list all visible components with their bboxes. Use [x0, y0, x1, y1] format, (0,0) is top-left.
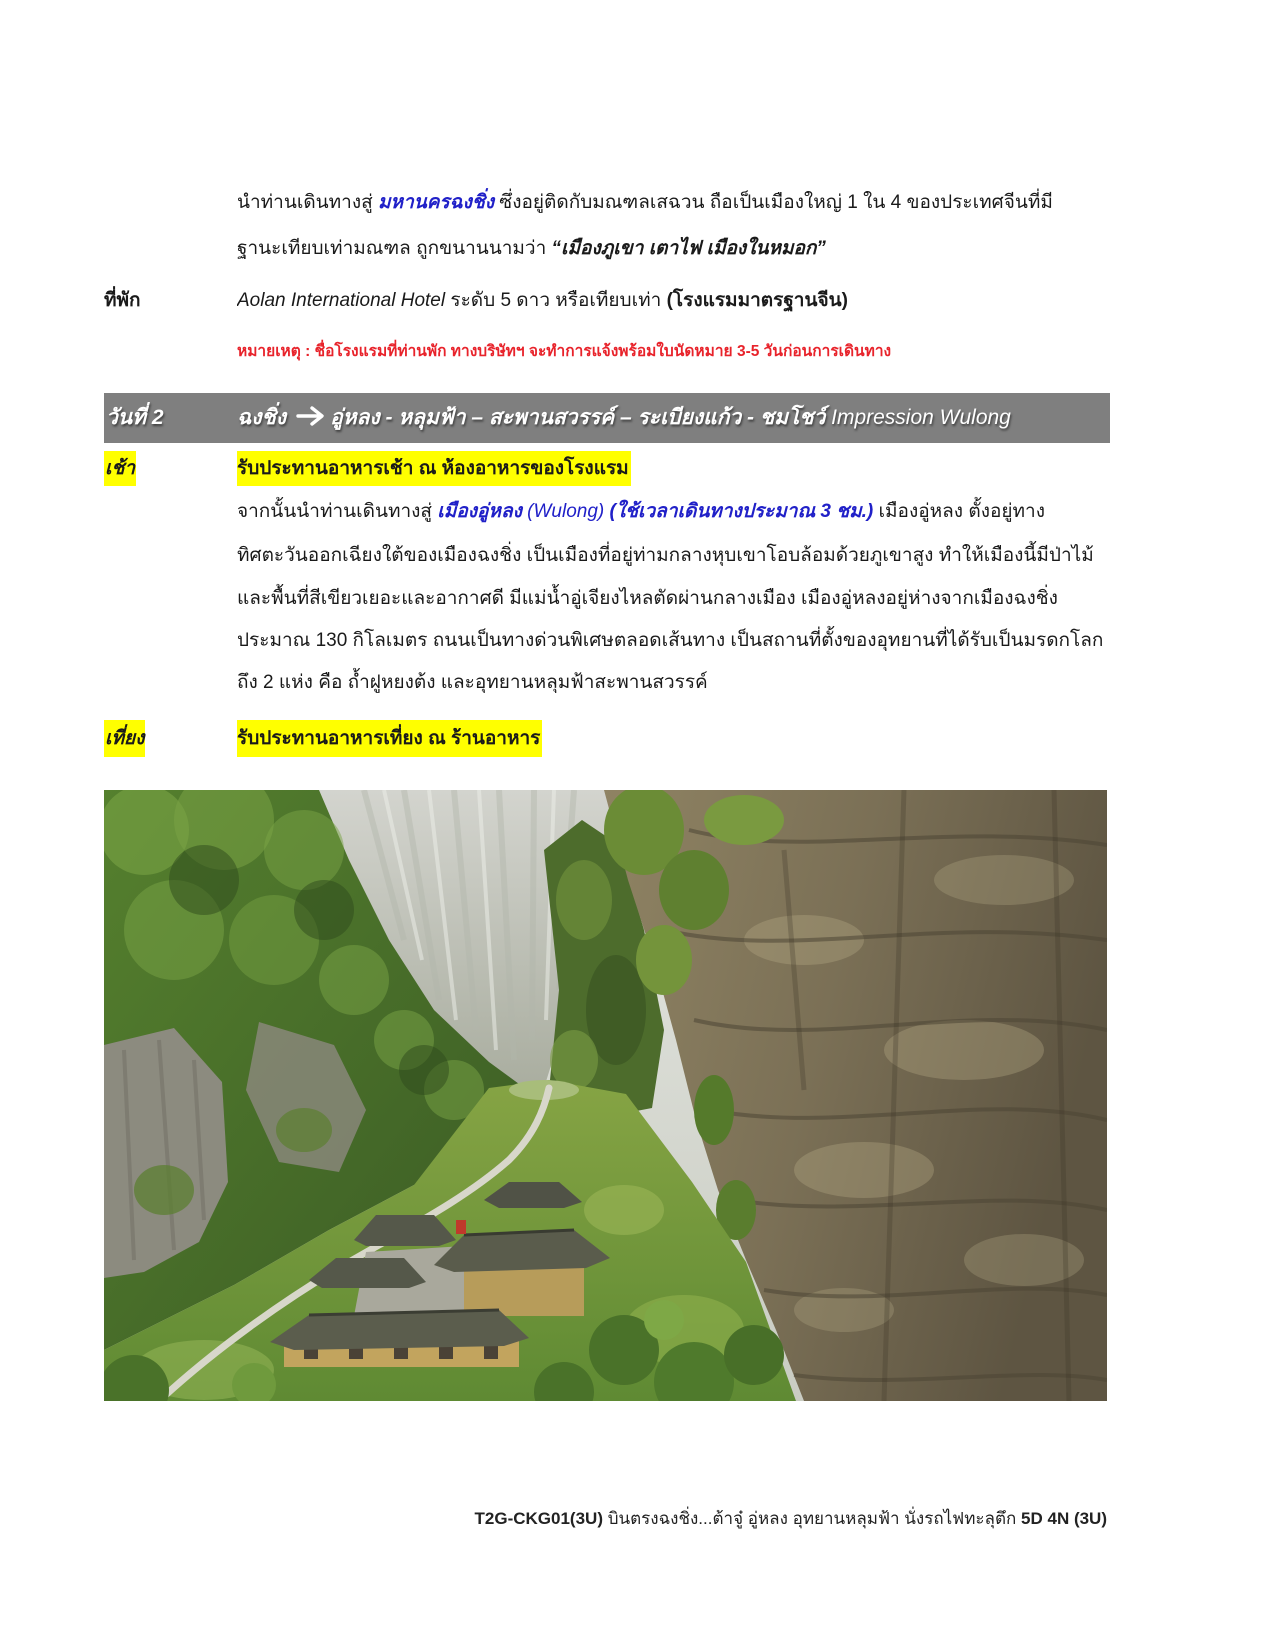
day-header-bar: [104, 393, 1110, 443]
route-start: ฉงชิ่ง: [237, 406, 287, 429]
description-text-start: จากนั้นนำท่านเดินทางสู่: [237, 501, 438, 522]
hotel-note: หมายเหตุ : ชื่อโรงแรมที่ท่านพัก ทางบริษัทฯ จะทำการแจ้งพร้อมใบนัดหมาย 3-5 วันก่อนการเดินทาง: [237, 343, 892, 360]
intro-text-end: ฐานะเทียบเท่ามณฑล ถูกขนานนามว่า: [237, 238, 552, 259]
wulong-gorge-photo: [104, 790, 1107, 1401]
tour-code: T2G-CKG01(3U): [474, 1509, 603, 1528]
intro-text-start: นำท่านเดินทางสู่: [237, 192, 379, 213]
accommodation-label: ที่พัก: [104, 290, 141, 311]
breakfast-text: รับประทานอาหารเช้า ณ ห้องอาหารของโรงแรม: [237, 451, 631, 486]
description-text-continued: เมืองอู่หลง ตั้งอยู่ทาง: [873, 501, 1045, 522]
intro-line-1: [237, 183, 1115, 223]
document-footer: [347, 1502, 1107, 1536]
lunch-label: เที่ยง: [104, 720, 145, 757]
tour-title: บินตรงฉงชิ่ง...ต้าจู๋ อู่หลง อุทยานหลุมฟ้า นั่งรถไฟทะลุตึก: [602, 1509, 1022, 1528]
accommodation-line: [237, 281, 1115, 321]
show-name: Impression Wulong: [831, 406, 1011, 429]
hotel-rating: ระดับ 5 ดาว หรือเทียบเท่า: [445, 290, 667, 311]
city-nickname: “เมืองภูเขา เตาไฟ เมืองในหมอก”: [551, 238, 826, 259]
lunch-text: รับประทานอาหารเที่ยง ณ ร้านอาหาร: [237, 720, 542, 757]
day-number: วันที่ 2: [106, 406, 164, 429]
description-line-4: ประมาณ 130 กิโลเมตร ถนนเป็นทางด่วนพิเศษตลอดเส้นทาง เป็นสถานที่ตั้งของอุทยานที่ได้รับเป็นมรดกโลก: [237, 630, 1104, 651]
description-line-5: ถึง 2 แห่ง คือ ถ้ำฝูหยงต้ง และอุทยานหลุมฟ้าสะพานสวรรค์: [237, 672, 708, 693]
wulong-english-name: (Wulong): [521, 501, 610, 522]
red-lantern: [456, 1220, 466, 1234]
wulong-city: เมืองอู่หลง: [437, 501, 522, 522]
gorge-illustration: [104, 790, 1107, 1401]
day-route: [237, 393, 1103, 443]
intro-text-continued: ซึ่งอยู่ติดกับมณฑลเสฉวน ถือเป็นเมืองใหญ่ 1 ใน 4 ของประเทศจีนที่มี: [494, 192, 1053, 213]
breakfast-label: เช้า: [104, 451, 136, 486]
travel-duration: (ใช้เวลาเดินทางประมาณ 3 ชม.): [609, 501, 874, 522]
temple-roof: [270, 1310, 529, 1350]
arrow-right-icon: [296, 396, 326, 418]
hotel-standard: (โรงแรมมาตรฐานจีน): [666, 290, 848, 311]
intro-line-2: [237, 229, 1115, 269]
tour-duration: 5D 4N (3U): [1021, 1509, 1107, 1528]
description-line-1: [237, 492, 1115, 532]
description-line-2: ทิศตะวันออกเฉียงใต้ของเมืองฉงชิ่ง เป็นเมืองที่อยู่ท่ามกลางหุบเขาโอบล้อมด้วยภูเขาสูง ทำให้เมืองนี้มีป่าไม้: [237, 545, 1094, 566]
description-line-3: และพื้นที่สีเขียวเยอะและอากาศดี มีแม่น้ำอู่เจียงไหลตัดผ่านกลางเมือง เมืองอู่หลงอยู่ห่างจากเมืองฉงชิ่ง: [237, 588, 1058, 609]
route-stops: อู่หลง - หลุมฟ้า – สะพานสวรรค์ – ระเบียงแก้ว - ชมโชว์: [330, 406, 832, 429]
hotel-name: Aolan International Hotel: [237, 290, 446, 311]
destination-city: มหานครฉงชิ่ง: [378, 192, 495, 213]
